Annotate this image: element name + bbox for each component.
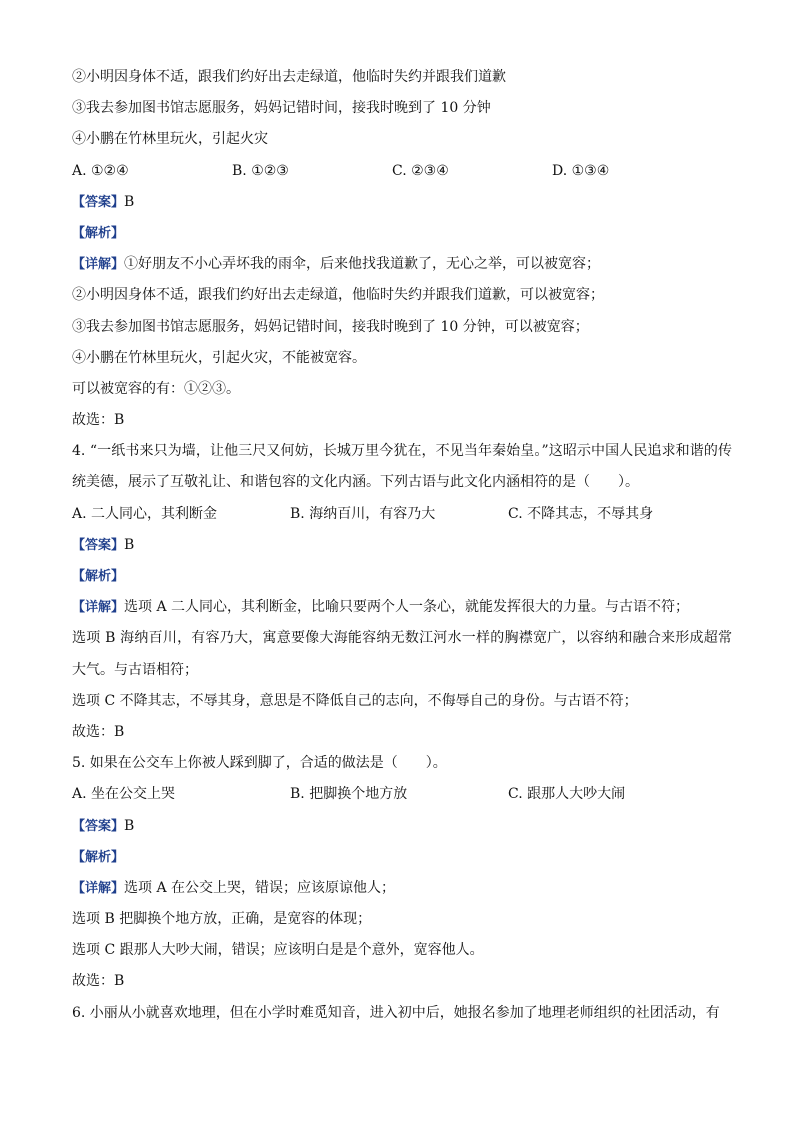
q3-answer [72, 187, 732, 218]
q4-option-c: C. 不降其志，不辱其身 [508, 505, 654, 522]
q4-detail-3: 选项 C 不降其志，不辱其身，意思是不降低自己的志向，不侮辱自己的身份。与古语不符； [72, 692, 638, 709]
q5-options [72, 779, 732, 810]
answer-tag: 【答案】 [72, 194, 125, 210]
analysis-tag: 【解析】 [72, 849, 125, 865]
q3-item-3: ③我去参加图书馆志愿服务，妈妈记错时间，接我时晚到了 10 分钟 [72, 100, 491, 117]
detail-tag: 【详解】 [72, 880, 125, 896]
detail-text: 选项 A 二人同心，其利断金，比喻只要两个人一条心，就能发挥很大的力量。与古语不符； [124, 599, 690, 616]
analysis-tag: 【解析】 [72, 569, 125, 585]
q3-choice: 故选：B [72, 412, 125, 429]
q5-stem: 5. 如果在公交车上你被人踩到脚了，合适的做法是（ ）。 [72, 755, 447, 772]
q3-options [72, 156, 732, 187]
answer-value: B [124, 193, 135, 210]
q3-option-b: B. ①②③ [232, 162, 289, 179]
detail-tag: 【详解】 [72, 257, 125, 273]
q4-answer [72, 530, 732, 561]
answer-value: B [124, 536, 135, 553]
q5-detail-1 [72, 873, 732, 904]
q5-option-c: C. 跟那人大吵大闹 [508, 786, 626, 803]
q3-detail-2: ②小明因身体不适，跟我们约好出去走绿道，他临时失约并跟我们道歉，可以被宽容； [72, 287, 604, 304]
analysis-tag: 【解析】 [72, 225, 125, 241]
q4-option-a: A. 二人同心，其利断金 [72, 505, 218, 522]
detail-tag: 【详解】 [72, 600, 125, 616]
q4-option-b: B. 海纳百川，有容乃大 [290, 505, 436, 522]
answer-value: B [124, 817, 135, 834]
q5-detail-2: 选项 B 把脚换个地方放，正确，是宽容的体现； [72, 911, 372, 928]
answer-tag: 【答案】 [72, 537, 125, 553]
q6-stem: 6. 小丽从小就喜欢地理，但在小学时难觅知音，进入初中后，她报名参加了地理老师组织的社团活动，有 [72, 1004, 720, 1021]
q4-analysis [72, 561, 732, 592]
q3-detail-5: 可以被宽容的有：①②③。 [72, 380, 240, 397]
q5-option-a: A. 坐在公交上哭 [72, 786, 176, 803]
detail-text: ①好朋友不小心弄坏我的雨伞，后来他找我道歉了，无心之举，可以被宽容； [124, 256, 601, 273]
q5-option-b: B. 把脚换个地方放 [290, 786, 408, 803]
q4-detail-2: 选项 B 海纳百川，有容乃大，寓意要像大海能容纳无数江河水一样的胸襟宽广，以容纳和融合来形成超常大气。与古语相符； [72, 630, 732, 678]
q3-item-4: ④小鹏在竹林里玩火，引起火灾 [72, 131, 268, 148]
q4-detail-1 [72, 592, 732, 623]
q3-detail-1 [72, 249, 732, 280]
answer-tag: 【答案】 [72, 818, 125, 834]
q5-analysis [72, 842, 732, 873]
q3-option-a: A. ①②④ [72, 162, 129, 179]
detail-text: 选项 A 在公交上哭，错误；应该原谅他人； [124, 879, 396, 896]
q5-detail-3: 选项 C 跟那人大吵大闹，错误；应该明白是是个意外，宽容他人。 [72, 942, 484, 959]
q4-options [72, 499, 732, 530]
q3-detail-3: ③我去参加图书馆志愿服务，妈妈记错时间，接我时晚到了 10 分钟，可以被宽容； [72, 318, 589, 335]
q3-detail-4: ④小鹏在竹林里玩火，引起火灾，不能被宽容。 [72, 349, 366, 366]
q4-choice: 故选：B [72, 723, 125, 740]
q3-option-c: C. ②③④ [392, 162, 449, 179]
q4-stem: 4. “一纸书来只为墙，让他三尺又何妨，长城万里今犹在，不见当年秦始皇。”这昭示中国人民追求和谐的传统美德，展示了互敬礼让、和谐包容的文化内涵。下列古语与此文化内涵相符的是（ ）。 [72, 443, 732, 491]
q3-analysis [72, 218, 732, 249]
q5-answer [72, 811, 732, 842]
q3-option-d: D. ①③④ [552, 162, 610, 179]
document-page [72, 62, 732, 1029]
q3-item-2: ②小明因身体不适，跟我们约好出去走绿道，他临时失约并跟我们道歉 [72, 69, 506, 85]
q5-choice: 故选：B [72, 973, 125, 990]
